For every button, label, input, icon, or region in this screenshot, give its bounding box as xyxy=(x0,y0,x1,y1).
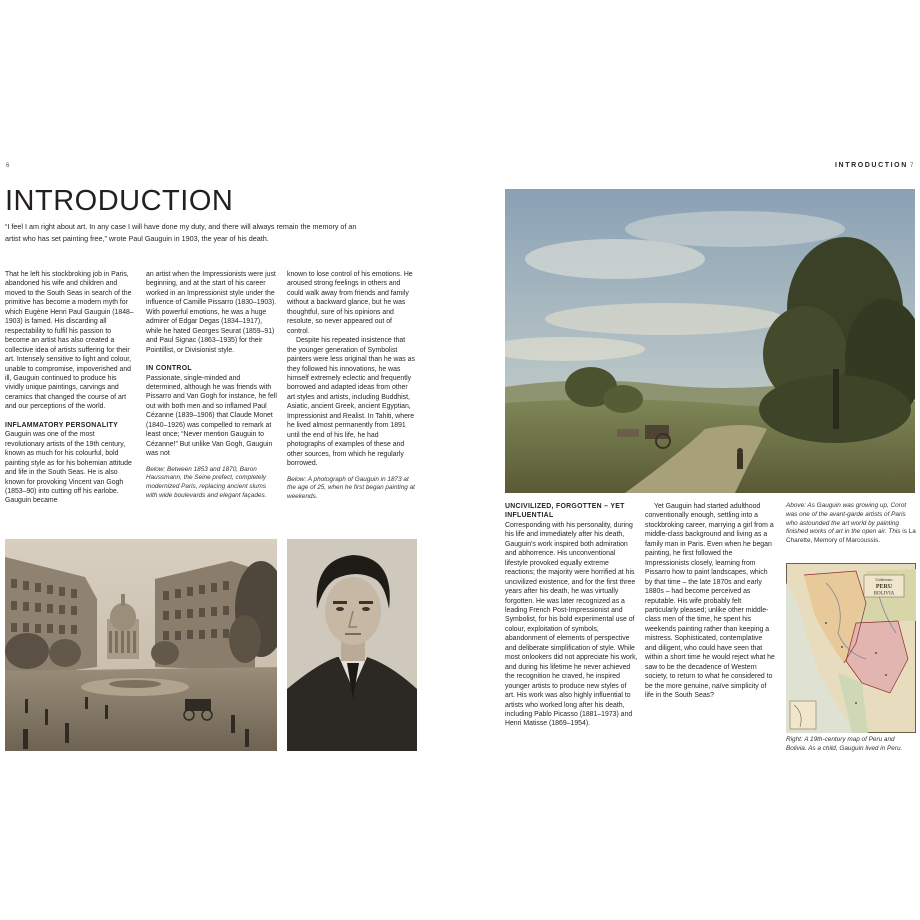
right-column-2 xyxy=(645,502,775,701)
left-column-2 xyxy=(146,270,277,501)
left-column-1 xyxy=(5,270,135,506)
section-heading: UNCIVILIZED, FORGOTTEN – YET INFLUENTIAL xyxy=(505,503,625,520)
right-column-1 xyxy=(505,502,638,729)
intro-quote: “I feel I am right about art. In any case I will have done my duty, and there will always remain the memory of an artist who has set painting free,” wrote Paul Gauguin in 1903, the year of his death. xyxy=(5,222,357,243)
map-label-bolivia: BOLIVIA xyxy=(873,591,895,597)
section-heading: INFLAMMATORY PERSONALITY xyxy=(5,421,118,429)
paris-boulevard-photo xyxy=(5,539,277,751)
map-label-gobierno: Gobierno xyxy=(875,577,893,582)
paragraph: Despite his repeated insistence that the younger generation of Symbolist painters were less original than he was as they followed his innovations, he was himself extremely eclectic and frequently borrowed and adapted ideas from other art styles and artists, including Buddhist, Asiatic, ancient Greek, ancient Egyptian, Impressionist and Realist. In Tahiti, where he lived almost permanently from 1891 until the end of his life, he had photographs of examples of these and other sources, from which he regularly borrowed. xyxy=(287,337,415,468)
running-head: INTRODUCTION xyxy=(835,162,908,169)
paragraph: Passionate, single-minded and determined, although he was friends with Pissarro and Van Gogh for instance, he fell out with both men and so inflamed Paul Cézanne (1839–1906) that Claude Monet (1840–1926) was compelled to remark at least once; “Never mention Gauguin to Cézanne!” But unlike Van Gogh, Gauguin was not xyxy=(146,374,277,458)
corot-landscape-painting xyxy=(505,189,915,493)
gauguin-portrait-photo xyxy=(287,539,417,751)
caption-portrait: Below: A photograph of Gauguin in 1873 at the age of 25, when he first began painting at weekends. xyxy=(287,475,415,501)
map-label-peru: PERU xyxy=(875,584,893,590)
section-heading: IN CONTROL xyxy=(146,365,192,373)
left-column-3 xyxy=(287,270,415,502)
caption-corot xyxy=(786,502,916,546)
paragraph: Corresponding with his personality, during his life and immediately after his death, Gauguin's work inspired both admiration and abhorrence. His unconventional lifestyle provoked equally extreme reactions; the majority were horrified at his uncivilized existence, and for the first three years after his death, he was virtually forgotten. He was later recognized as a leading French Post-Impressionist and Symbolist, for his bold experimental use of colour, exploitation of symbols, abandonment of elements of perspective and deliberate simplification of style. While most onlookers did not appreciate his work, and during his lifetime he never achieved the recognition he craved, he inspired younger artists to produce new styles of art. His work was also highly influential to artists who worked long after his death, including Pablo Picasso (1881–1973) and Henri Matisse (1869–1954). xyxy=(505,521,638,728)
paragraph: known to lose control of his emotions. He aroused strong feelings in others and could walk away from friends and family without a backward glance, but he was thoughtful, sure of his opinions and resolute, so never appeared out of control. xyxy=(287,271,413,335)
caption-corot-italic: Above: As Gauguin was growing up, Corot was one of the avant-garde artists of Paris who astounded the art world by painting finished works of art in the open air. This xyxy=(786,502,907,536)
left-page-number: 6 xyxy=(6,163,10,169)
paragraph: Yet Gauguin had started adulthood conventionally enough, settling into a stockbroking career, marrying a girl from a middle-class background and living as a family man in Paris. Even when he began painting, he first followed the Impressionists closely, learning from Pissarro how to paint landscapes, which by that time – the late 1870s and early 1880s – had become perceived as reputable. His wife probably felt particularly pleased; unlike other middle-class men of the time, he spent his weekends painting rather than keeping a mistress. Sophisticated, contemplative and diligent, who could have seen that within a short time he would reject what he saw to be the decadence of Western society, to return to what he considered to be the more genuine, naïve simplicity of life in the South Seas? xyxy=(645,503,775,700)
caption-corot-roman: is La Charette, Memory of Marcoussis. xyxy=(786,528,916,545)
paragraph: Gauguin was one of the most revolutionary artists of the 19th century, known as much for his colourful, bold painting style as for his bohemian attitude and life in the South Seas. He is also known for provoking Vincent van Gogh (1853–90) into cutting off his earlobe. Gauguin became xyxy=(5,431,132,505)
page-title: INTRODUCTION xyxy=(5,185,234,217)
right-page-number: 7 xyxy=(910,163,914,169)
caption-map: Right: A 19th-century map of Peru and Bolivia. As a child, Gauguin lived in Peru. xyxy=(786,736,903,752)
paragraph: an artist when the Impressionists were just beginning, and at the start of his career worked in an Impressionist style under the influence of Camille Pissarro (1830–1903). With powerful emotions, he was a huge admirer of Edgar Degas (1834–1917), while he hated Georges Seurat (1859–91) and Paul Signac (1863–1935) for their Pointillist, or Divisionist style. xyxy=(146,271,277,354)
peru-bolivia-map xyxy=(786,563,916,733)
paragraph: That he left his stockbroking job in Paris, abandoned his wife and children and moved to the South Seas in search of the primitive has become a modern myth for which Eugène Henri Paul Gauguin (1848–1903) is famed. His discarding all respectability to fulfil his passion to become an artist has also created a collective idea of artists suffering for their art. Intensely sensitive to light and colour, unable to compromise, impoverished and ill, Gauguin continued to produce his vividly unique paintings, carvings and ceramics that changed the course of art and our perceptions of the world. xyxy=(5,271,134,411)
caption-paris: Below: Between 1853 and 1870, Baron Haussmann, the Seine prefect, completely modernized Paris, replacing ancient slums with wide boulevards and elegant façades. xyxy=(146,465,267,499)
